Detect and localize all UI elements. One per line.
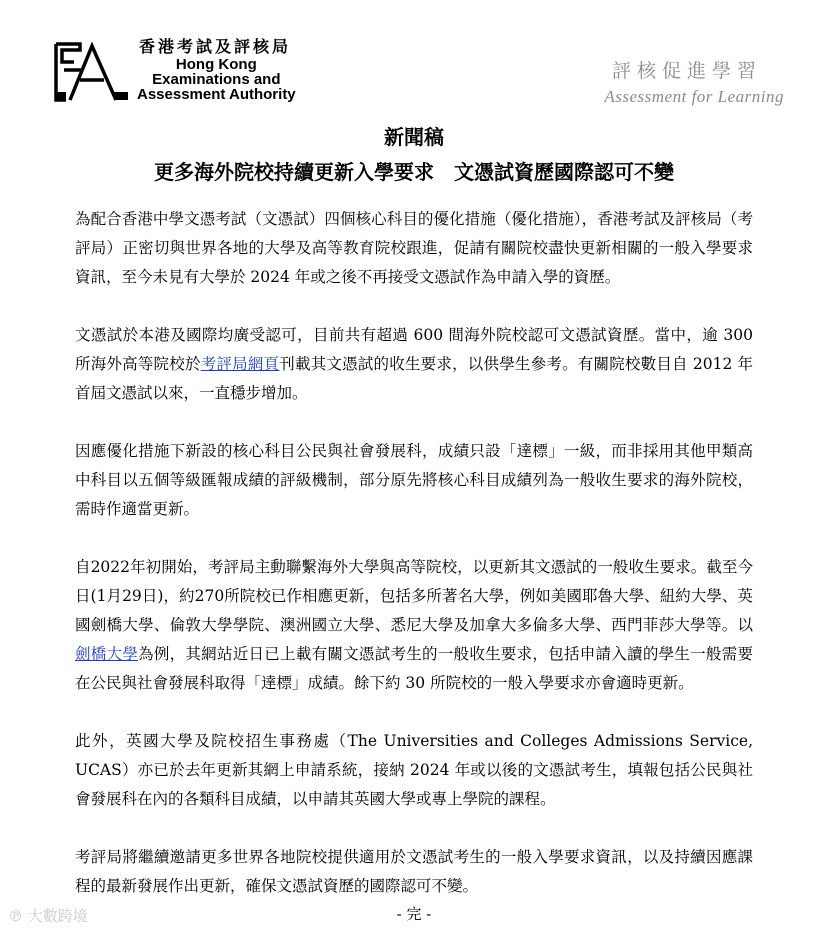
document-type-title: 新聞稿 [384,125,444,149]
paragraph: 為配合香港中學文憑考試（文憑試）四個核心科目的優化措施（優化措施），香港考試及評核局（考評局）正密切與世界各地的大學及高等教育院校跟進，促請有關院校盡快更新相關的一般入學要求資訊，至今未見有大學於 2024 年或之後不再接受文憑試作為申請入學的資歷。 [75,210,753,286]
headline: 更多海外院校持續更新入學要求 文憑試資歷國際認可不變 [154,160,674,184]
cambridge-link[interactable]: 劍橋大學 [75,645,139,663]
org-name-en-line: Examinations and [152,71,281,88]
org-name [137,34,296,102]
org-name-en-line: Hong Kong [175,56,257,73]
paragraph-text: 為例，其網站近日已上載有關文憑試考生的一般收生要求，包括申請入讀的學生一般需要在公民與社會發展科取得「達標」成績。餘下約 30 所院校的一般入學要求亦會適時更新。 [75,645,753,692]
org-name-en [137,57,296,102]
paragraph: 因應優化措施下新設的核心科目公民與社會發展科，成績只設「達標」一級，而非採用其他甲類高中科目以五個等級匯報成績的評級機制，部分原先將核心科目成績列為一般收生要求的海外院校，需時作適當更新。 [75,442,753,518]
tagline-zh: 評核促進學習 [611,60,762,82]
end-mark: - 完 - [396,905,432,923]
tagline-en: Assessment for Learning [604,87,784,106]
press-release-body [75,205,753,930]
paragraph: 此外，英國大學及院校招生事務處（The Universities and Colleges Admissions Service, UCAS）亦已於去年更新其網上申請系統，接納 2024 年或以後的文憑試考生，填報包括公民與社會發展科在內的各類科目成績，以申請其英國大學或專上學院的課程。 [75,732,753,808]
org-name-en-line: Assessment Authority [137,86,296,103]
watermark-icon: ℗ [8,907,28,925]
paragraph-text: 刊載其文憑試的收生要求，以供學生參考。有關院校數目自 2012 年首屆文憑試以來，一直穩步增加。 [75,355,753,402]
paragraph-text: 自2022年初開始，考評局主動聯繫海外大學與高等院校，以更新其文憑試的一般收生要求。截至今日(1月29日)，約270所院校已作相應更新，包括多所著名大學，例如美國耶魯大學、紐約大學、英國劍橋大學、倫敦大學學院、澳洲國立大學、悉尼大學及加拿大多倫多大學、西門菲莎大學等。以 [75,558,753,634]
hkeaa-webpage-link[interactable]: 考評局網頁 [200,355,280,373]
paragraph [75,553,753,698]
watermark [8,905,88,926]
hkeaa-logo [52,38,132,106]
watermark-text: 大數跨境 [27,907,88,925]
org-name-zh: 香港考試及評核局 [139,37,292,56]
tagline [604,56,784,107]
paragraph: 考評局將繼續邀請更多世界各地院校提供適用於文憑試考生的一般入學要求資訊，以及持續因應課程的最新發展作出更新，確保文憑試資歷的國際認可不變。 [75,848,753,895]
paragraph-text: 文憑試於本港及國際均廣受認可，目前共有超過 600 間海外院校認可文憑試資歷。當中，逾 300 所海外高等院校於 [75,326,753,373]
paragraph [75,321,753,408]
